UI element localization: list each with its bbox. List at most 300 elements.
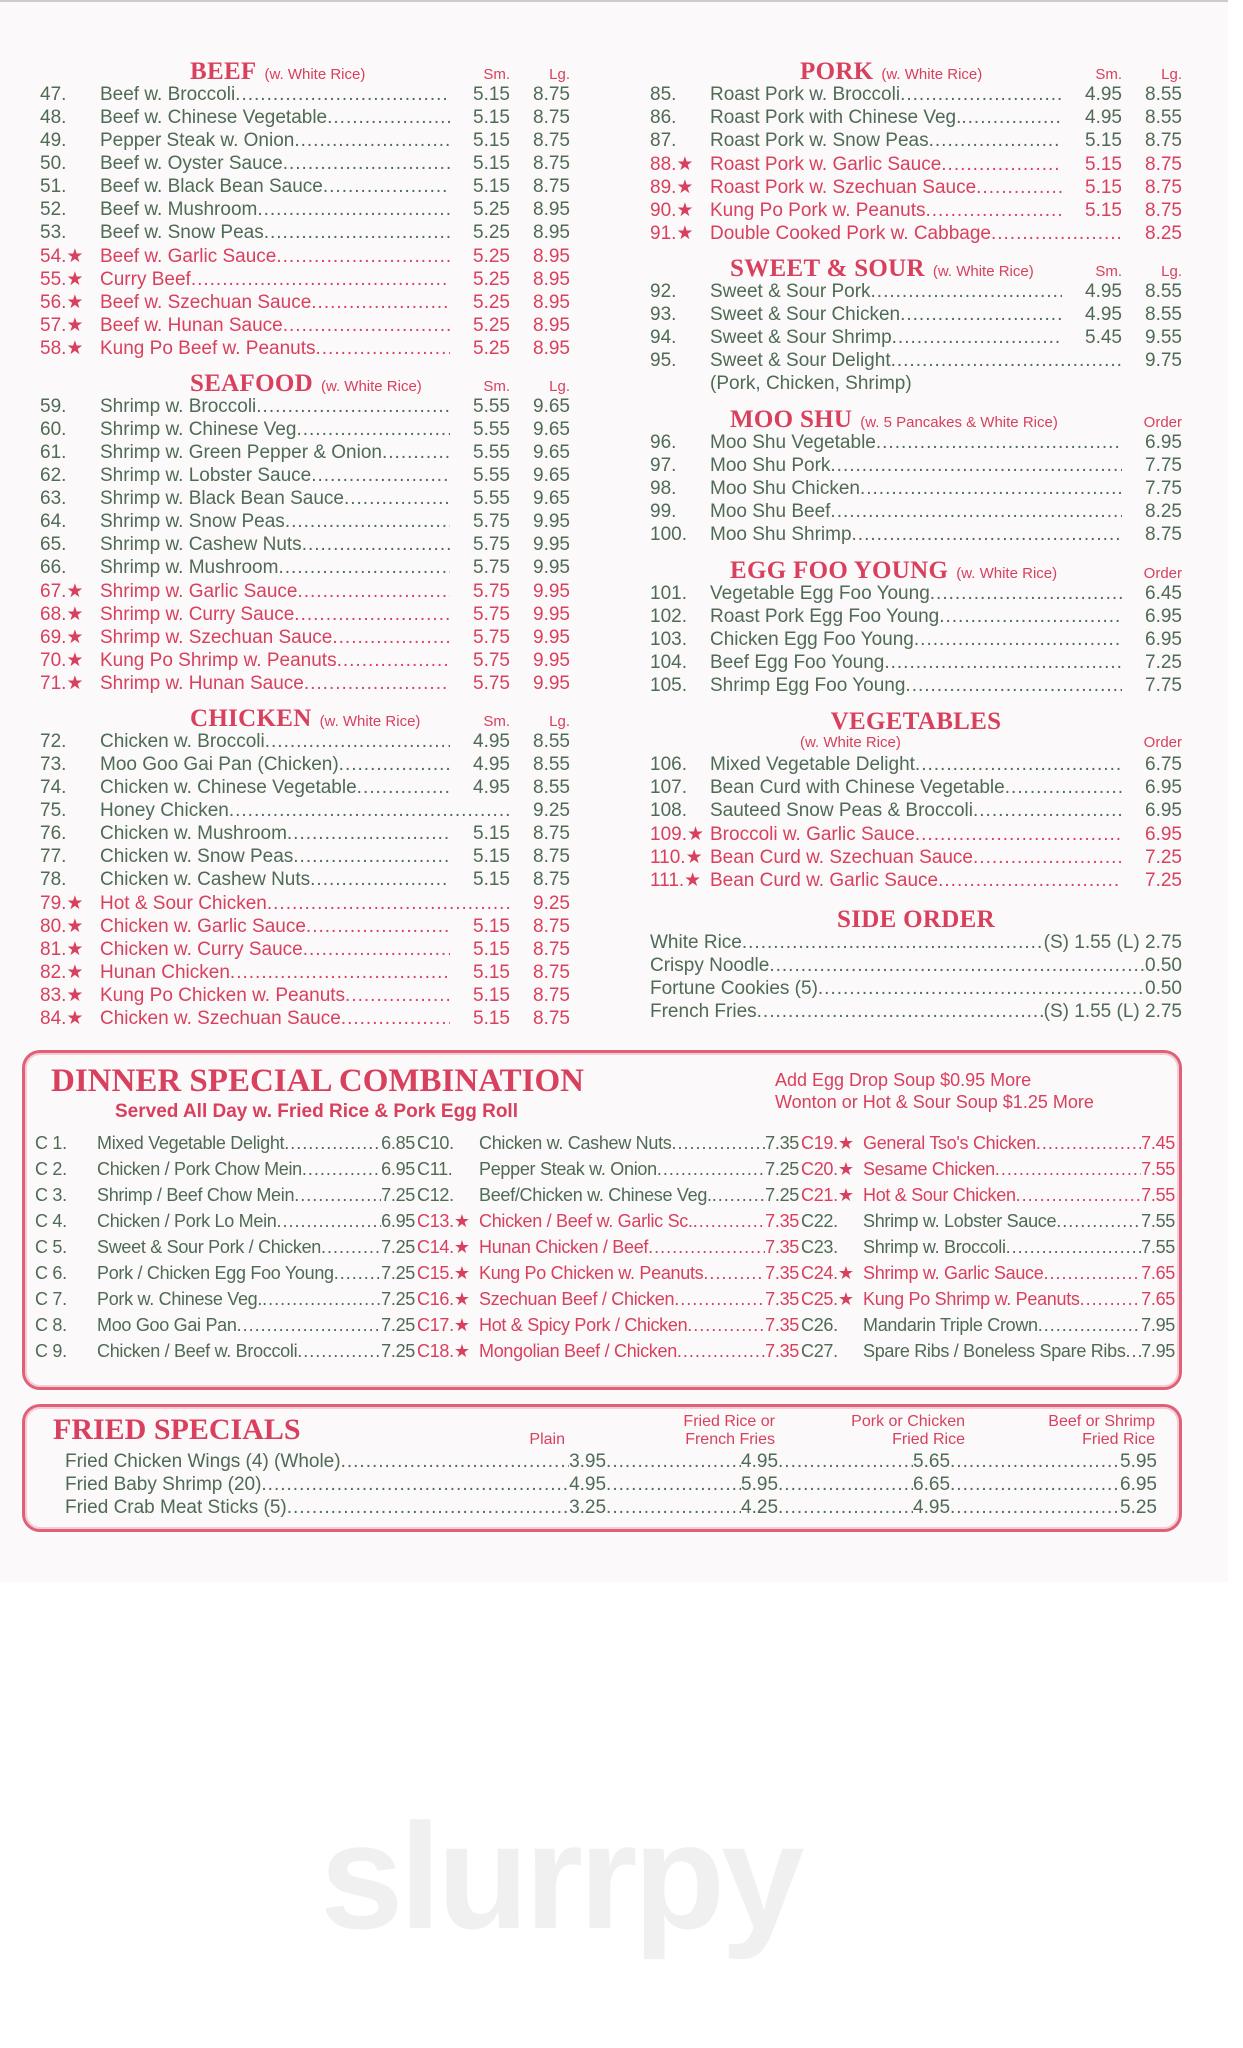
dot-leader xyxy=(1043,1263,1141,1284)
menu-item xyxy=(40,176,570,199)
combo-name: Beef/Chicken w. Chinese Veg. xyxy=(479,1185,712,1205)
fried-price: 3.25 xyxy=(569,1497,607,1518)
combo-number: C18.★ xyxy=(417,1341,470,1361)
section-header xyxy=(40,58,570,84)
item-number: 79.★ xyxy=(40,893,84,914)
combo-item xyxy=(801,1133,1175,1159)
item-name: Moo Shu Vegetable xyxy=(710,432,876,453)
price-large: 8.95 xyxy=(533,269,570,290)
dot-leader xyxy=(283,153,450,175)
section-subtitle: (w. White Rice) xyxy=(956,565,1058,582)
item-name: Chicken w. Curry Sauce xyxy=(100,939,303,960)
column-header-large: Order xyxy=(1143,414,1182,431)
menu-item xyxy=(40,199,570,222)
item-number: 91.★ xyxy=(650,223,694,244)
combo-price: 7.95 xyxy=(1141,1341,1175,1361)
dot-leader xyxy=(891,350,1122,372)
dot-leader xyxy=(995,1159,1141,1180)
menu-item xyxy=(40,488,570,511)
dot-leader xyxy=(852,524,1122,546)
price-large: 8.95 xyxy=(533,246,570,267)
item-number: 51. xyxy=(40,176,67,197)
price-small: 5.15 xyxy=(1085,177,1122,198)
price-large: 9.95 xyxy=(533,557,570,578)
section-subtitle: (w. White Rice) xyxy=(881,66,983,83)
item-name: Beef w. Snow Peas xyxy=(100,222,264,243)
item-number: 59. xyxy=(40,396,67,417)
combo-price: 7.55 xyxy=(1141,1237,1175,1257)
combo-name: Szechuan Beef / Chicken xyxy=(479,1289,675,1309)
fried-header-beef-shrimp: Beef or Shrimp Fried Rice xyxy=(1048,1413,1155,1448)
item-number: 99. xyxy=(650,501,677,522)
dot-leader xyxy=(310,869,450,891)
dot-leader xyxy=(297,581,450,603)
item-number: 104. xyxy=(650,652,687,673)
menu-item xyxy=(40,314,570,337)
item-price: (S) 1.55 (L) 2.75 xyxy=(1043,932,1182,953)
price-small: 5.75 xyxy=(473,557,510,578)
dot-leader xyxy=(778,1497,913,1519)
price-large: 8.55 xyxy=(1145,107,1182,128)
price-large: 8.75 xyxy=(1145,177,1182,198)
dot-leader xyxy=(860,478,1122,500)
price-large: 9.65 xyxy=(533,442,570,463)
combo-number: C 1. xyxy=(35,1133,67,1153)
item-number: 76. xyxy=(40,823,67,844)
fried-item xyxy=(65,1474,1157,1497)
combo-number: C 5. xyxy=(35,1237,67,1257)
price-small: 5.15 xyxy=(1085,200,1122,221)
item-number: 73. xyxy=(40,754,67,775)
price-large: 8.95 xyxy=(533,315,570,336)
dot-leader xyxy=(976,177,1062,199)
menu-item xyxy=(40,777,570,800)
combo-price: 7.25 xyxy=(381,1185,415,1205)
price-large: 9.95 xyxy=(533,627,570,648)
combo-price: 7.95 xyxy=(1141,1315,1175,1335)
fried-items xyxy=(65,1451,1157,1520)
price-small: 5.15 xyxy=(473,985,510,1006)
combo-item xyxy=(417,1159,799,1185)
dot-leader xyxy=(914,629,1122,651)
menu-item xyxy=(40,419,570,442)
column-header-order: Order xyxy=(1143,734,1182,751)
dot-leader xyxy=(261,1474,569,1496)
section-header xyxy=(650,58,1182,84)
combo-number: C11. xyxy=(417,1159,453,1179)
price-large: 8.75 xyxy=(533,1008,570,1029)
price-large: 7.25 xyxy=(1145,847,1182,868)
combo-price: 7.45 xyxy=(1141,1133,1175,1153)
price-large: 9.65 xyxy=(533,488,570,509)
combo-price: 7.35 xyxy=(765,1289,799,1309)
menu-item xyxy=(650,176,1182,199)
item-number: 53. xyxy=(40,222,67,243)
item-name: Sweet & Sour Delight xyxy=(710,350,891,371)
item-number: 48. xyxy=(40,107,67,128)
price-small: 5.55 xyxy=(473,419,510,440)
combo-price: 7.35 xyxy=(765,1237,799,1257)
item-name: Beef w. Garlic Sauce xyxy=(100,246,277,267)
section-title: MOO SHU xyxy=(730,406,853,433)
section-header xyxy=(650,406,1182,432)
section-subtitle: (w. White Rice) xyxy=(319,713,421,730)
menu-item xyxy=(650,777,1182,800)
item-name: Beef w. Chinese Vegetable xyxy=(100,107,328,128)
price-large: 8.25 xyxy=(1145,501,1182,522)
dot-leader xyxy=(344,488,450,510)
price-large: 7.25 xyxy=(1145,870,1182,891)
price-large: 6.75 xyxy=(1145,754,1182,775)
item-name: Sweet & Sour Pork xyxy=(710,281,871,302)
combo-number: C 3. xyxy=(35,1185,67,1205)
dot-leader xyxy=(293,846,450,868)
item-name: Beef Egg Foo Young xyxy=(710,652,885,673)
menu-item xyxy=(40,603,570,626)
item-number: 56.★ xyxy=(40,292,84,313)
column-header-small: Sm. xyxy=(1095,263,1122,280)
section-title: SWEET & SOUR xyxy=(730,255,925,282)
combo-number: C 8. xyxy=(35,1315,67,1335)
dot-leader xyxy=(1016,1185,1141,1206)
column-header-small: Sm. xyxy=(483,378,510,395)
combo-item xyxy=(35,1263,415,1289)
price-small: 5.15 xyxy=(473,176,510,197)
price-large: 8.55 xyxy=(1145,304,1182,325)
item-name: Bean Curd w. Szechuan Sauce xyxy=(710,847,974,868)
price-large: 8.95 xyxy=(533,338,570,359)
price-large: 9.25 xyxy=(533,800,570,821)
dot-leader xyxy=(1056,1211,1141,1232)
item-name: Chicken w. Garlic Sauce xyxy=(100,916,306,937)
section-header xyxy=(650,906,1182,932)
item-name: Shrimp w. Lobster Sauce xyxy=(100,465,312,486)
soup-note-1: Add Egg Drop Soup $0.95 More xyxy=(775,1070,1032,1090)
dot-leader xyxy=(769,955,1145,977)
menu-item xyxy=(650,281,1182,304)
menu-item xyxy=(40,245,570,268)
price-large: 8.75 xyxy=(533,916,570,937)
combo-price: 7.35 xyxy=(765,1211,799,1231)
item-name: Mixed Vegetable Delight xyxy=(710,754,915,775)
dot-leader xyxy=(900,304,1062,326)
fried-name: Fried Baby Shrimp (20) xyxy=(65,1474,262,1495)
price-large: 8.75 xyxy=(533,939,570,960)
dot-leader xyxy=(950,1474,1120,1496)
price-large: 7.75 xyxy=(1145,478,1182,499)
fried-name: Fried Chicken Wings (4) (Whole) xyxy=(65,1451,341,1472)
section-title: SIDE ORDER xyxy=(837,906,995,933)
menu-item xyxy=(650,107,1182,130)
combo-price: 7.55 xyxy=(1141,1185,1175,1205)
item-name: Moo Shu Chicken xyxy=(710,478,860,499)
item-name: Roast Pork w. Snow Peas xyxy=(710,130,929,151)
item-name: Moo Goo Gai Pan (Chicken) xyxy=(100,754,339,775)
section-header xyxy=(650,708,1182,734)
combo-price: 7.25 xyxy=(381,1237,415,1257)
combo-subtitle: Served All Day w. Fried Rice & Pork Egg Roll xyxy=(115,1101,518,1122)
menu-item xyxy=(650,800,1182,823)
combo-number: C25.★ xyxy=(801,1289,854,1309)
price-large: 8.75 xyxy=(1145,524,1182,545)
dot-leader xyxy=(671,1133,765,1154)
price-small: 5.75 xyxy=(473,534,510,555)
price-large: 8.95 xyxy=(533,292,570,313)
column-header-small: Sm. xyxy=(483,713,510,730)
item-number: 108. xyxy=(650,800,687,821)
item-name: Roast Pork with Chinese Veg. xyxy=(710,107,962,128)
price-small: 5.25 xyxy=(473,199,510,220)
combo-column-1 xyxy=(35,1133,415,1367)
combo-number: C 6. xyxy=(35,1263,67,1283)
price-large: 8.75 xyxy=(533,107,570,128)
combo-item xyxy=(417,1133,799,1159)
item-name: Beef w. Oyster Sauce xyxy=(100,153,283,174)
fried-price: 5.65 xyxy=(913,1451,951,1472)
item-name: Shrimp Egg Foo Young xyxy=(710,675,906,696)
item-name: Sauteed Snow Peas & Broccoli xyxy=(710,800,973,821)
item-name: Roast Pork w. Broccoli xyxy=(710,84,901,105)
menu-item xyxy=(650,869,1182,892)
dot-leader xyxy=(830,455,1122,477)
section-subtitle: (w. White Rice) xyxy=(320,378,422,395)
item-number: 109.★ xyxy=(650,824,705,845)
price-large: 9.75 xyxy=(1145,350,1182,371)
combo-price: 7.55 xyxy=(1141,1211,1175,1231)
fried-name: Fried Crab Meat Sticks (5) xyxy=(65,1497,287,1518)
price-large: 6.95 xyxy=(1145,629,1182,650)
item-name: Chicken w. Cashew Nuts xyxy=(100,869,311,890)
price-large: 8.75 xyxy=(1145,154,1182,175)
combo-price: 7.25 xyxy=(381,1315,415,1335)
combo-name: Chicken w. Cashew Nuts xyxy=(479,1133,672,1153)
dot-leader xyxy=(294,130,450,152)
dot-leader xyxy=(657,1159,765,1180)
item-name: White Rice xyxy=(650,932,742,953)
combo-item xyxy=(35,1185,415,1211)
price-small: 5.25 xyxy=(473,338,510,359)
section-title: EGG FOO YOUNG xyxy=(730,557,949,584)
side-order-item xyxy=(650,978,1182,1001)
column-header-small: Sm. xyxy=(1095,66,1122,83)
price-large: 8.75 xyxy=(1145,200,1182,221)
item-name: Shrimp w. Black Bean Sauce xyxy=(100,488,344,509)
dot-leader xyxy=(287,823,450,845)
price-small: 5.75 xyxy=(473,627,510,648)
menu-item xyxy=(650,432,1182,455)
dot-leader xyxy=(306,916,450,938)
dot-leader xyxy=(892,327,1062,349)
combo-number: C10. xyxy=(417,1133,454,1153)
menu-item xyxy=(650,583,1182,606)
item-number: 85. xyxy=(650,84,677,105)
combo-number: C13.★ xyxy=(417,1211,470,1231)
price-large: 8.55 xyxy=(533,777,570,798)
section-subtitle: (w. 5 Pancakes & White Rice) xyxy=(860,414,1058,431)
dot-leader xyxy=(973,800,1122,822)
price-large: 6.95 xyxy=(1145,777,1182,798)
dot-leader xyxy=(256,396,450,418)
price-large: 8.75 xyxy=(533,846,570,867)
combo-name: Shrimp w. Broccoli xyxy=(863,1237,1006,1257)
item-name: Shrimp w. Cashew Nuts xyxy=(100,534,302,555)
fried-item xyxy=(65,1497,1157,1520)
price-large: 8.75 xyxy=(533,823,570,844)
combo-item xyxy=(801,1237,1175,1263)
item-name: Shrimp w. Garlic Sauce xyxy=(100,581,298,602)
combo-price: 7.65 xyxy=(1141,1263,1175,1283)
section-title: VEGETABLES xyxy=(830,708,1002,735)
combo-name: Mixed Vegetable Delight xyxy=(97,1133,285,1153)
dot-leader xyxy=(991,223,1122,245)
price-small: 5.75 xyxy=(473,581,510,602)
price-large: 9.95 xyxy=(533,581,570,602)
dot-leader xyxy=(905,675,1122,697)
column-header-small: Sm. xyxy=(483,66,510,83)
combo-price: 7.65 xyxy=(1141,1289,1175,1309)
menu-item xyxy=(650,455,1182,478)
item-name: Crispy Noodle xyxy=(650,955,770,976)
column-header-large: Order xyxy=(1143,565,1182,582)
combo-number: C 2. xyxy=(35,1159,67,1179)
dot-leader xyxy=(606,1497,741,1519)
item-name: Chicken w. Mushroom xyxy=(100,823,287,844)
section-title: SEAFOOD xyxy=(190,370,313,397)
price-large: 9.95 xyxy=(533,511,570,532)
price-large: 8.55 xyxy=(533,754,570,775)
menu-item xyxy=(40,557,570,580)
combo-item xyxy=(35,1341,415,1367)
item-number: 55.★ xyxy=(40,269,84,290)
combo-price: 7.25 xyxy=(765,1159,799,1179)
item-name: Curry Beef xyxy=(100,269,191,290)
item-name: Roast Pork Egg Foo Young xyxy=(710,606,940,627)
fried-header-pork-chicken: Pork or Chicken Fried Rice xyxy=(851,1413,965,1448)
combo-price: 7.35 xyxy=(765,1133,799,1153)
item-name: Kung Po Pork w. Peanuts xyxy=(710,200,926,221)
section-title: PORK xyxy=(800,58,874,85)
item-name: French Fries xyxy=(650,1001,757,1022)
combo-number: C21.★ xyxy=(801,1185,854,1205)
item-name: Shrimp w. Chinese Veg xyxy=(100,419,297,440)
item-number: 49. xyxy=(40,130,67,151)
dot-leader xyxy=(930,583,1122,605)
combo-name: Spare Ribs / Boneless Spare Ribs xyxy=(863,1341,1126,1361)
price-large: 9.55 xyxy=(1145,327,1182,348)
item-number: 90.★ xyxy=(650,200,694,221)
item-name: Shrimp w. Mushroom xyxy=(100,557,279,578)
item-number: 80.★ xyxy=(40,916,84,937)
item-number: 100. xyxy=(650,524,687,545)
item-number: 61. xyxy=(40,442,67,463)
soup-note xyxy=(775,1069,1094,1113)
item-name: Beef w. Broccoli xyxy=(100,84,236,105)
combo-item xyxy=(35,1315,415,1341)
item-name: Chicken w. Chinese Vegetable xyxy=(100,777,357,798)
fried-price: 4.95 xyxy=(913,1497,951,1518)
combo-price: 6.85 xyxy=(381,1133,415,1153)
fried-price: 4.95 xyxy=(741,1451,779,1472)
item-number: 72. xyxy=(40,731,67,752)
dot-leader xyxy=(1005,777,1122,799)
combo-name: Moo Goo Gai Pan xyxy=(97,1315,237,1335)
dot-leader xyxy=(237,1315,382,1336)
item-number: 106. xyxy=(650,754,687,775)
dot-leader xyxy=(339,754,450,776)
menu-item xyxy=(650,199,1182,222)
fried-price: 5.95 xyxy=(741,1474,779,1495)
dot-leader xyxy=(915,824,1122,846)
section-subheader xyxy=(650,734,1182,754)
item-name: Kung Po Beef w. Peanuts xyxy=(100,338,316,359)
combo-price: 7.25 xyxy=(381,1263,415,1283)
item-name: Beef w. Black Bean Sauce xyxy=(100,176,323,197)
menu-item xyxy=(650,652,1182,675)
price-small: 5.15 xyxy=(473,84,510,105)
dot-leader xyxy=(606,1451,741,1473)
column-header-large: Lg. xyxy=(549,66,570,83)
combo-number: C12. xyxy=(417,1185,454,1205)
dot-leader xyxy=(297,1341,381,1362)
item-number: 111.★ xyxy=(650,870,702,891)
column-header-large: Lg. xyxy=(549,378,570,395)
price-small: 5.15 xyxy=(473,823,510,844)
section-note: (Pork, Chicken, Shrimp) xyxy=(710,373,912,394)
dot-leader xyxy=(321,1237,381,1258)
column-header-large: Lg. xyxy=(1161,66,1182,83)
item-number: 101. xyxy=(650,583,687,604)
price-small: 4.95 xyxy=(1085,84,1122,105)
item-number: 57.★ xyxy=(40,315,84,336)
combo-number: C24.★ xyxy=(801,1263,854,1283)
soup-note-2: Wonton or Hot & Sour Soup $1.25 More xyxy=(775,1092,1094,1112)
dot-leader xyxy=(950,1497,1120,1519)
item-number: 82.★ xyxy=(40,962,84,983)
combo-number: C27. xyxy=(801,1341,838,1361)
item-name: Chicken w. Szechuan Sauce xyxy=(100,1008,341,1029)
item-number: 96. xyxy=(650,432,677,453)
menu-item xyxy=(40,869,570,892)
price-small: 5.75 xyxy=(473,673,510,694)
dot-leader xyxy=(712,1185,765,1206)
dot-leader xyxy=(674,1289,765,1310)
price-large: 8.75 xyxy=(533,130,570,151)
item-number: 66. xyxy=(40,557,67,578)
menu-item xyxy=(40,107,570,130)
combo-title: DINNER SPECIAL COMBINATION xyxy=(51,1063,584,1099)
dot-leader xyxy=(939,606,1122,628)
dot-leader xyxy=(276,246,450,268)
item-name: Chicken w. Snow Peas xyxy=(100,846,294,867)
item-name: Honey Chicken xyxy=(100,800,229,821)
combo-price: 7.25 xyxy=(765,1185,799,1205)
price-small: 5.15 xyxy=(473,962,510,983)
dot-leader xyxy=(230,962,450,984)
price-large: 9.95 xyxy=(533,604,570,625)
dot-leader xyxy=(257,199,450,221)
item-name: Hot & Sour Chicken xyxy=(100,893,267,914)
combo-name: Hot & Sour Chicken xyxy=(863,1185,1016,1205)
dot-leader xyxy=(264,222,450,244)
section-header xyxy=(40,370,570,396)
combo-number: C15.★ xyxy=(417,1263,470,1283)
price-large: 7.25 xyxy=(1145,652,1182,673)
menu-item xyxy=(650,606,1182,629)
item-number: 89.★ xyxy=(650,177,694,198)
menu-item xyxy=(40,938,570,961)
dot-leader xyxy=(235,84,450,106)
combo-name: Chicken / Pork Chow Mein xyxy=(97,1159,302,1179)
